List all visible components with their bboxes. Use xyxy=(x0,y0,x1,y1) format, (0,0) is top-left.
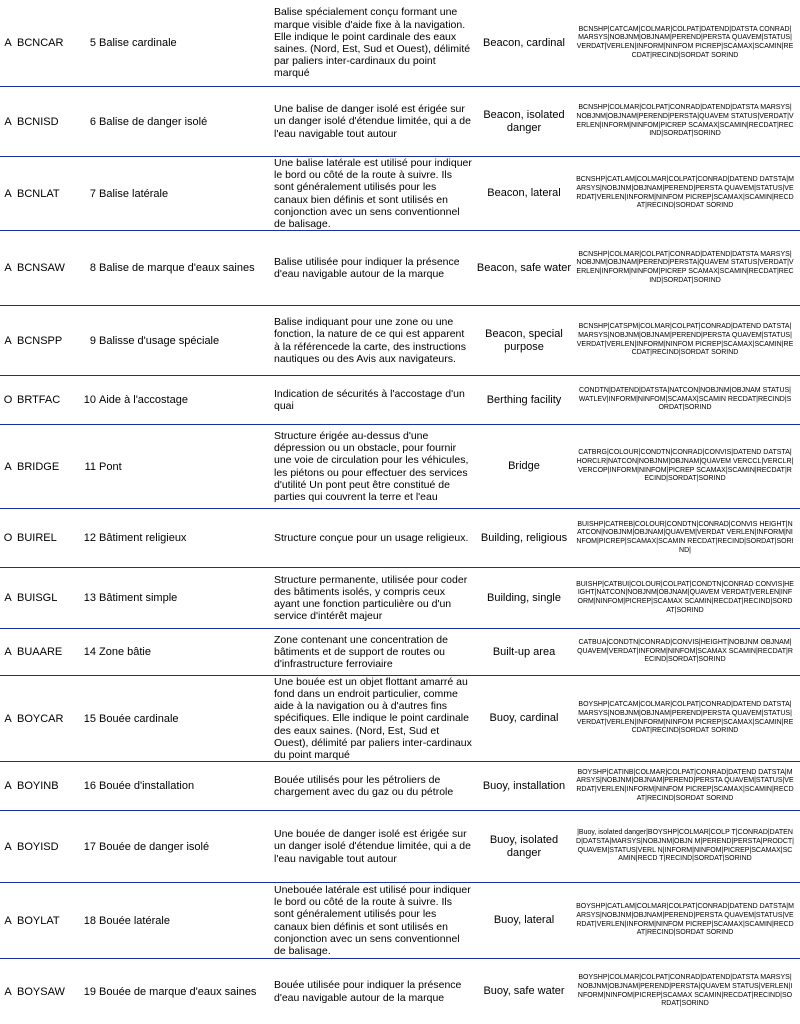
object-number xyxy=(76,762,96,810)
object-number xyxy=(76,306,96,375)
object-code xyxy=(17,568,75,628)
object-name-en xyxy=(476,676,572,761)
table-row xyxy=(0,424,800,508)
object-code xyxy=(17,883,75,958)
object-description-text: Une balise latérale est utilisé pour indiquer le bord ou côté de la route à suivre. Ils sont généralement utilisés pour les canaux bien définis et sont utilisés en conjonction avec un sens conventionnel de balisage. xyxy=(274,156,472,230)
object-attributes xyxy=(576,762,794,810)
object-attributes-text: BUISHP|CATREB|COLOUR|CONDTN|CONRAD|CONVIS HEIGHT|NATCON|NOBJNM|OBJNAM|QUAVEM|VERDAT VERLEN|INFORM|NINFOM|PICREP|SCAMAX|SCAMIN RECDAT|RECIND|SORDAT|SORIND| xyxy=(576,520,794,554)
object-description-text: Structure conçue pour un usage religieux. xyxy=(274,531,469,544)
object-class-type-text: A xyxy=(4,840,12,853)
object-number xyxy=(76,509,96,567)
object-number xyxy=(76,629,96,675)
object-class-type-text: A xyxy=(4,985,12,998)
object-attributes xyxy=(576,676,794,761)
object-description-text: Une bouée est un objet flottant amarré au fond dans un endroit particulier, comme aide à la navigation ou à d'autres fins spécifiques. Elle indique le point cardinale des eaux saines. (Nord, Est, Sud et Ouest), délimité par paliers inter-cardinaux du point marqué xyxy=(274,675,472,762)
object-code-text: BCNISD xyxy=(17,115,59,128)
object-number xyxy=(76,425,96,508)
object-attributes xyxy=(576,629,794,675)
object-name-en-text: Building, single xyxy=(487,591,561,604)
object-description xyxy=(274,568,472,628)
object-attributes-text: BCNSHP|CATLAM|COLMAR|COLPAT|CONRAD|DATEND DATSTA|MARSYS|NOBJNM|OBJNAM|PEREND|PERSTA QUAVEM|STATUS|VERDAT|VERLEN|INFORM|NINFOM PICREP|SCAMAX|SCAMIN|RECDAT|RECIND|SORDAT SORIND xyxy=(576,176,794,210)
object-name-fr-text: Pont xyxy=(99,460,122,473)
object-name-en-text: Beacon, safe water xyxy=(476,261,572,274)
object-name-fr xyxy=(97,811,267,882)
object-description xyxy=(274,509,472,567)
object-code-text: BCNLAT xyxy=(17,187,60,200)
object-description xyxy=(274,425,472,508)
table-row xyxy=(0,810,800,882)
object-number-text: 18 xyxy=(83,914,96,927)
object-attributes xyxy=(576,568,794,628)
object-number-text: 6 xyxy=(89,115,96,128)
object-code xyxy=(17,676,75,761)
object-attributes-text: BCNSHP|CATSPM|COLMAR|COLPAT|CONRAD|DATEND DATSTA|MARSYS|NOBJNM|OBJNAM|PEREND|PERSTA QUAVEM|STATUS|VERDAT|VERLEN|INFORM|NINFOM PICREP|SCAMAX|SCAMIN|RECDAT|RECIND|SORDAT SORIND xyxy=(576,323,794,357)
object-attributes-text: CONDTN|DATEND|DATSTA|NATCON|NOBJNM|OBJNAM STATUS|WATLEV|INFORM|NINFOM|SCAMAX|SCAMIN RECDAT|RECIND|SORDAT|SORIND xyxy=(578,387,792,412)
object-number-text: 11 xyxy=(84,460,96,473)
object-name-fr-text: Zone bâtie xyxy=(99,646,151,658)
object-name-en-text: Beacon, special purpose xyxy=(485,327,563,353)
object-name-fr-text: Bouée d'installation xyxy=(99,780,195,792)
object-number-text: 19 xyxy=(83,985,96,998)
object-attributes-text: BOYSHP|CATLAM|COLMAR|COLPAT|CONRAD|DATEND DATSTA|MARSYS|NOBJNM|OBJNAM|PEREND|PERSTA QUAVEM|STATUS|VERDAT|VERLEN|INFORM|NINFOM PICREP|SCAMAX|SCAMIN|RECDAT|RECIND|SORDAT SORIND xyxy=(576,903,794,937)
object-class-type xyxy=(0,959,16,1024)
object-number xyxy=(76,157,96,230)
object-number-text: 15 xyxy=(83,712,96,725)
table-row xyxy=(0,628,800,675)
object-name-fr-text: Balise latérale xyxy=(99,187,169,200)
object-name-fr xyxy=(97,762,267,810)
table-row xyxy=(0,0,800,86)
object-class-type xyxy=(0,376,16,424)
object-class-type-text: O xyxy=(3,532,13,544)
object-code xyxy=(17,231,75,305)
object-name-en xyxy=(476,0,572,86)
object-class-type-text: A xyxy=(4,914,12,927)
object-class-type-text: O xyxy=(3,394,13,406)
object-number-text: 7 xyxy=(89,187,96,200)
object-attributes xyxy=(576,883,794,958)
object-number xyxy=(76,231,96,305)
object-description-text: Bouée utilisée pour indiquer la présence d'eau navigable autour de la marque xyxy=(274,979,462,1004)
table-row xyxy=(0,86,800,156)
object-name-fr xyxy=(97,568,267,628)
object-class-type-text: A xyxy=(4,37,12,49)
object-attributes xyxy=(576,231,794,305)
object-code-text: BCNSPP xyxy=(17,334,63,347)
object-name-fr xyxy=(97,157,267,230)
object-code-text: BCNSAW xyxy=(17,262,65,274)
object-code-text: BRTFAC xyxy=(17,394,61,406)
object-name-en-text: Buoy, isolated danger xyxy=(489,833,559,859)
table-row xyxy=(0,156,800,230)
object-name-fr xyxy=(97,0,267,86)
object-code xyxy=(17,376,75,424)
object-number-text: 8 xyxy=(89,262,96,274)
object-name-en xyxy=(476,568,572,628)
object-code-text: BOYISD xyxy=(17,840,59,853)
object-description xyxy=(274,959,472,1024)
object-name-en xyxy=(476,306,572,375)
object-name-fr-text: Balise cardinale xyxy=(99,37,177,49)
object-class-type xyxy=(0,87,16,156)
object-code xyxy=(17,425,75,508)
object-description xyxy=(274,811,472,882)
object-code-text: BRIDGE xyxy=(17,460,60,473)
object-description-text: Balise spécialement conçu formant une marque visible d'aide fixe à la navigation. Elle indique le point cardinale des eaux saines. (Nord, Est, Sud et Ouest), délimité par paliers inter-cardinaux du point marqué xyxy=(274,6,471,80)
object-code xyxy=(17,811,75,882)
object-description xyxy=(274,883,472,958)
object-number-text: 5 xyxy=(89,37,96,49)
object-attributes-text: |Buoy, isolated danger|BOYSHP|COLMAR|COLP T|CONRAD|DATEND|DATSTA|MARSYS|NOBJNM|OBJN M|PEREND|PERSTA|PRODCT|QUAVEM|STATUS|VERL N|INFORM|NINFOM|PICREP|SCAMAX|SCAMIN|RECD T|RECIND|SORDAT|SORIND xyxy=(576,829,794,863)
object-class-type xyxy=(0,157,16,230)
object-attributes-text: BOYSHP|COLMAR|COLPAT|CONRAD|DATEND|DATSTA MARSYS|NOBJNM|OBJNAM|PEREND|PERSTA|QUAVEM STATUS|VERLEN|INFORM|NINFOM|PICREP|SCAMAX SCAMIN|RECDAT|RECIND|SORDAT|SORIND xyxy=(577,974,793,1008)
object-description xyxy=(274,0,472,86)
object-class-type-text: A xyxy=(4,712,12,725)
table-row xyxy=(0,958,800,1024)
object-description xyxy=(274,676,472,761)
object-number xyxy=(76,376,96,424)
object-description xyxy=(274,376,472,424)
object-name-en xyxy=(476,425,572,508)
object-attributes-text: BUISHP|CATBUI|COLOUR|COLPAT|CONDTN|CONRAD CONVIS|HEIGHT|NATCON|NOBJNM|OBJNAM|QUAVEM VERDAT|VERLEN|INFORM|NINFOM|PICREP|SCAMAX SCAMIN|RECDAT|RECIND|SORDAT|SORIND xyxy=(576,580,794,614)
object-description-text: Une bouée de danger isolé est érigée sur un danger isolé d'étendue limitée, qui a de l'eau navigable tout autour xyxy=(274,828,471,865)
object-attributes-text: BCNSHP|COLMAR|COLPAT|CONRAD|DATEND|DATSTA MARSYS|NOBJNM|OBJNAM|PEREND|PERSTA|QUAVEM STATUS|VERDAT|VERLEN|INFORM|NINFOM|PICREP SCAMAX|SCAMIN|RECDAT|RECIND|SORDAT|SORIND xyxy=(576,250,794,284)
object-name-fr xyxy=(97,676,267,761)
object-class-type xyxy=(0,676,16,761)
object-code xyxy=(17,509,75,567)
object-description xyxy=(274,87,472,156)
object-name-fr xyxy=(97,883,267,958)
object-attributes xyxy=(576,376,794,424)
object-description-text: Structure permanente, utilisée pour coder des bâtiments isolés, y compris ceux ayant une fonction particulière ou d'un service d'intérêt majeur xyxy=(274,573,468,623)
object-class-type-text: A xyxy=(4,460,12,473)
object-name-en xyxy=(476,959,572,1024)
table-row xyxy=(0,761,800,810)
object-name-fr-text: Bouée cardinale xyxy=(99,712,179,725)
object-name-en-text: Building, religious xyxy=(480,531,568,544)
object-number xyxy=(76,676,96,761)
object-number xyxy=(76,0,96,86)
object-class-type-text: A xyxy=(4,187,12,200)
object-class-type xyxy=(0,568,16,628)
object-name-fr xyxy=(97,87,267,156)
object-class-type xyxy=(0,0,16,86)
object-name-en-text: Buoy, safe water xyxy=(483,985,565,997)
table-row xyxy=(0,567,800,628)
object-number xyxy=(76,568,96,628)
object-number-text: 9 xyxy=(89,334,96,347)
object-name-fr-text: Balise de danger isolé xyxy=(99,115,208,128)
object-name-fr-text: Balise de marque d'eaux saines xyxy=(99,262,255,274)
object-name-en-text: Berthing facility xyxy=(486,393,562,406)
object-name-en-text: Beacon, lateral xyxy=(487,187,561,199)
object-description-text: Balise utilisée pour indiquer la présence d'eau navigable autour de la marque xyxy=(274,255,460,280)
table-row xyxy=(0,375,800,424)
object-class-type xyxy=(0,306,16,375)
object-name-fr xyxy=(97,306,267,375)
object-number-text: 14 xyxy=(83,646,96,658)
object-number-text: 10 xyxy=(83,394,96,406)
object-name-en-text: Buoy, cardinal xyxy=(489,712,559,724)
object-attributes xyxy=(576,509,794,567)
object-attributes xyxy=(576,811,794,882)
object-number xyxy=(76,87,96,156)
object-class-type-text: A xyxy=(4,334,12,347)
object-name-en-text: Beacon, cardinal xyxy=(483,36,565,49)
object-code-text: BCNCAR xyxy=(17,37,64,49)
object-class-type xyxy=(0,425,16,508)
table-row xyxy=(0,675,800,761)
object-code-text: BOYCAR xyxy=(17,712,64,725)
object-description xyxy=(274,306,472,375)
object-name-en-text: Bridge xyxy=(508,460,540,472)
object-class-type-text: A xyxy=(4,262,12,274)
object-code xyxy=(17,306,75,375)
object-code xyxy=(17,157,75,230)
object-attributes-text: CATBUA|CONDTN|CONRAD|CONVIS|HEIGHT|NOBJNM OBJNAM|QUAVEM|VERDAT|INFORM|NINFOM|SCAMAX SCAMIN|RECDAT|RECIND|SORDAT|SORIND xyxy=(577,639,793,664)
table-row xyxy=(0,305,800,375)
table-row xyxy=(0,230,800,305)
object-class-type-text: A xyxy=(4,592,12,604)
object-class-type xyxy=(0,231,16,305)
object-code-text: BOYSAW xyxy=(17,985,65,998)
object-class-type xyxy=(0,762,16,810)
object-name-en-text: Built-up area xyxy=(492,645,556,658)
object-attributes-text: BOYSHP|CATCAM|COLMAR|COLPAT|CONRAD|DATEND DATSTA|MARSYS|NOBJNM|OBJNAM|PEREND|PERSTA QUAVEM|STATUS|VERDAT|VERLEN|INFORM|NINFOM PICREP|SCAMAX|SCAMIN|RECDAT|RECIND|SORDAT SORIND xyxy=(576,701,794,735)
object-code xyxy=(17,629,75,675)
object-code-text: BUIREL xyxy=(17,532,57,544)
object-number xyxy=(76,959,96,1024)
table-row xyxy=(0,882,800,958)
object-description-text: Unebouée latérale est utilisé pour indiquer le bord ou côté de la route à suivre. Ils sont généralement utilisés pour les canaux bien définis et sont utilisés en conjonction avec un sens conventionnel de balisage. xyxy=(274,883,471,957)
object-attributes xyxy=(576,87,794,156)
object-name-en xyxy=(476,376,572,424)
object-name-en-text: Buoy, installation xyxy=(482,779,566,792)
object-class-type-text: A xyxy=(4,115,12,128)
object-description xyxy=(274,231,472,305)
object-code-text: BUAARE xyxy=(17,646,63,658)
object-description xyxy=(274,762,472,810)
object-number-text: 13 xyxy=(83,592,96,604)
object-name-fr-text: Bouée de marque d'eaux saines xyxy=(99,985,257,998)
object-code-text: BUISGL xyxy=(17,592,58,604)
object-description-text: Bouée utilisés pour les pétroliers de chargement avec du gaz ou du pétrole xyxy=(274,773,454,798)
object-class-type-text: A xyxy=(4,780,12,792)
object-number-text: 12 xyxy=(83,532,96,544)
object-attributes-text: BCNSHP|COLMAR|COLPAT|CONRAD|DATEND|DATSTA MARSYS|NOBJNM|OBJNAM|PEREND|PERSTA|QUAVEM STATUS|VERDAT|VERLEN|INFORM|NINFOM|PICREP SCAMAX|SCAMIN|RECDAT|RECIND|SORDAT|SORIND xyxy=(576,104,794,138)
object-code-text: BOYLAT xyxy=(17,914,60,927)
object-code-text: BOYINB xyxy=(17,780,59,792)
object-attributes-text: BCNSHP|CATCAM|COLMAR|COLPAT|DATEND|DATSTA CONRAD|MARSYS|NOBJNM|OBJNAM|PEREND|PERSTA QUAVEM|STATUS|VERDAT|VERLEN|INFORM|NINFOM PICREP|SCAMAX|SCAMIN|RECDAT|RECIND|SORDAT SORIND xyxy=(576,25,794,59)
object-code xyxy=(17,762,75,810)
object-attributes-text: BOYSHP|CATINB|COLMAR|COLPAT|CONRAD|DATEND DATSTA|MARSYS|NOBJNM|OBJNAM|PEREND|PERSTA QUAVEM|STATUS|VERDAT|VERLEN|INFORM|NINFOM PICREP|SCAMAX|SCAMIN|RECDAT|RECIND|SORDAT SORIND xyxy=(576,768,794,802)
object-name-fr xyxy=(97,231,267,305)
object-name-en-text: Beacon, isolated danger xyxy=(483,108,565,134)
object-description-text: Une balise de danger isolé est érigée sur un danger isolé d'étendue limitée, qui a de l'eau navigable tout autour xyxy=(274,103,471,140)
object-attributes xyxy=(576,157,794,230)
object-name-en xyxy=(476,231,572,305)
object-name-fr xyxy=(97,425,267,508)
object-name-fr-text: Aide à l'accostage xyxy=(99,394,188,406)
object-name-fr-text: Bâtiment simple xyxy=(99,592,178,604)
object-name-fr xyxy=(97,959,267,1024)
object-description-text: Balise indiquant pour une zone ou une fonction, la nature de ce qui est apparent à la référencede la carte, des instructions nautiques ou des Avis aux navigateurs. xyxy=(274,316,467,365)
object-code xyxy=(17,87,75,156)
object-name-en xyxy=(476,629,572,675)
object-attributes xyxy=(576,959,794,1024)
object-description-text: Structure érigée au-dessus d'une dépression ou un obstacle, pour fournir une voie de circulation pour les véhicules, les piétons ou pour effectuer des services d'utilité Un pont peut être constitué de parties qui couvrent la terre et l'eau xyxy=(274,429,469,503)
object-name-en xyxy=(476,762,572,810)
object-class-type xyxy=(0,629,16,675)
object-attributes xyxy=(576,0,794,86)
object-attributes xyxy=(576,306,794,375)
table-row xyxy=(0,508,800,567)
object-description xyxy=(274,629,472,675)
object-class-type xyxy=(0,811,16,882)
object-number-text: 16 xyxy=(83,780,96,792)
object-name-en xyxy=(476,811,572,882)
object-description-text: Zone contenant une concentration de bâtiments et de support de routes ou d'infrastructure ferroviaire xyxy=(274,633,448,671)
object-number xyxy=(76,883,96,958)
object-name-fr xyxy=(97,376,267,424)
object-name-fr-text: Bouée de danger isolé xyxy=(99,840,210,853)
object-number xyxy=(76,811,96,882)
object-name-en xyxy=(476,157,572,230)
object-name-fr-text: Bouée latérale xyxy=(99,914,170,927)
object-description xyxy=(274,157,472,230)
object-name-fr xyxy=(97,629,267,675)
object-name-en-text: Buoy, lateral xyxy=(493,914,555,926)
object-class-type-text: A xyxy=(4,646,12,658)
object-name-en xyxy=(476,883,572,958)
object-number-text: 17 xyxy=(83,840,96,853)
object-name-fr-text: Balisse d'usage spéciale xyxy=(99,334,220,347)
object-attributes-text: CATBRG|COLOUR|CONDTN|CONRAD|CONVIS|DATEND DATSTA|HORCLR|NATCON|NOBJNM|OBJNAM|QUAVEM VERCCL|VERCLR|VERCOP|INFORM|NINFOM|PICREP SCAMAX|SCAMIN|RECDAT|RECIND|SORDAT|SORIND xyxy=(576,449,794,483)
object-code xyxy=(17,0,75,86)
object-description-text: Indication de sécurités à l'accostage d'un quai xyxy=(274,387,465,412)
object-name-en xyxy=(476,87,572,156)
object-class-type xyxy=(0,883,16,958)
object-name-en xyxy=(476,509,572,567)
object-name-fr xyxy=(97,509,267,567)
object-class-type xyxy=(0,509,16,567)
object-code xyxy=(17,959,75,1024)
object-attributes xyxy=(576,425,794,508)
object-name-fr-text: Bâtiment religieux xyxy=(99,532,187,544)
